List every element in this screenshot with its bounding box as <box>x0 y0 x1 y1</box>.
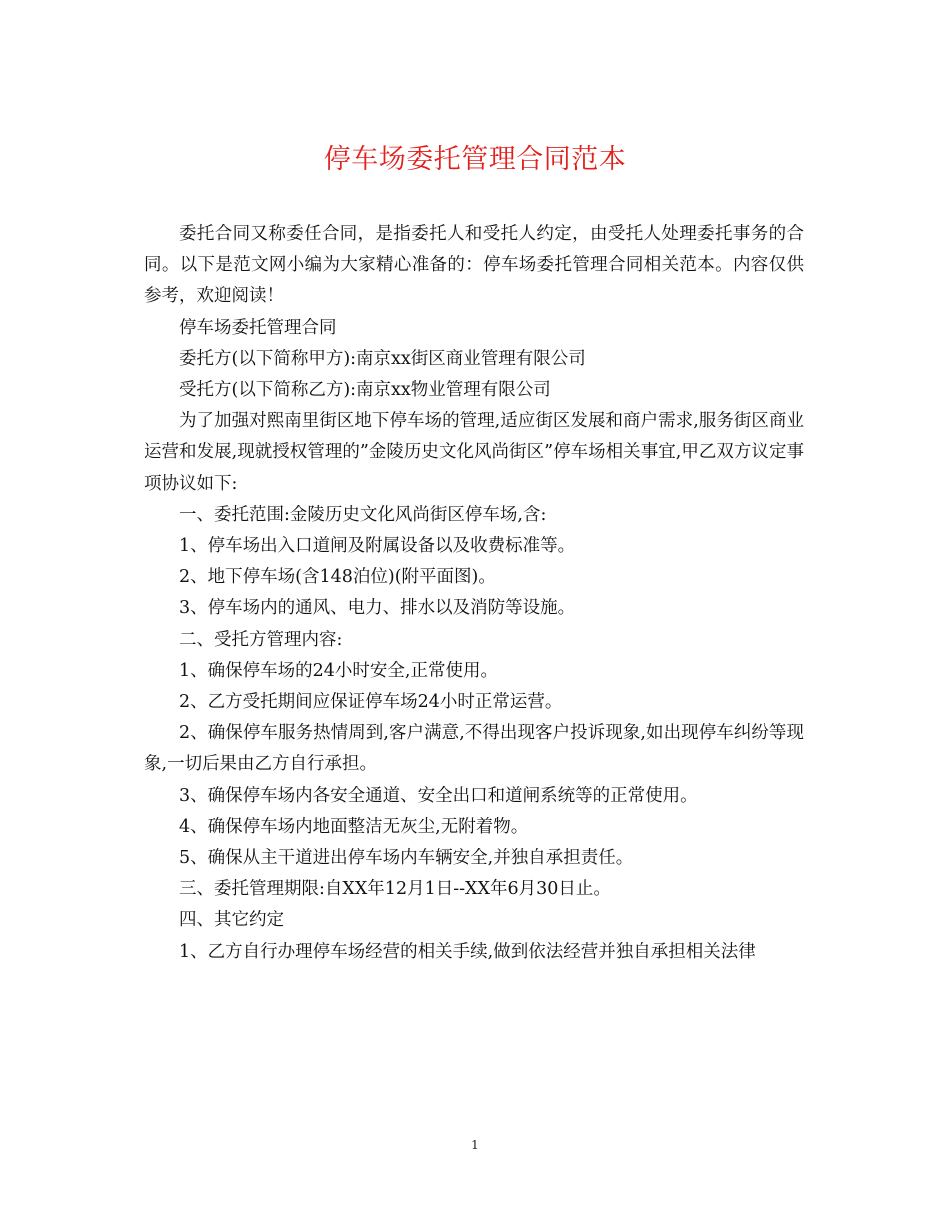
document-body <box>144 219 804 968</box>
paragraph-item: 2、乙方受托期间应保证停车场24小时正常运营。 <box>179 692 563 713</box>
paragraph-section-3: 三、委托管理期限:自XX年12月1日--XX年6月30日止。 <box>179 879 611 900</box>
paragraph-item: 1、确保停车场的24小时安全,正常使用。 <box>179 660 498 681</box>
paragraph-item: 2、地下停车场(含148泊位)(附平面图)。 <box>179 567 496 588</box>
paragraph-item: 3、停车场内的通风、电力、排水以及消防等设施。 <box>179 598 576 619</box>
paragraph-party-b: 受托方(以下简称乙方):南京xx物业管理有限公司 <box>179 380 551 401</box>
page-number: 1 <box>471 1138 479 1152</box>
document-title: 停车场委托管理合同范本 <box>323 144 627 175</box>
paragraph-item: 2、确保停车服务热情周到,客户满意,不得出现客户投诉现象,如出现停车纠纷等现象,一切后果由乙方自行承担。 <box>144 723 804 775</box>
paragraph-item: 1、停车场出入口道闸及附属设备以及收费标准等。 <box>179 536 576 557</box>
paragraph-item: 4、确保停车场内地面整洁无灰尘,无附着物。 <box>179 816 529 837</box>
paragraph-party-a: 委托方(以下简称甲方):南京xx街区商业管理有限公司 <box>179 348 586 369</box>
paragraph-item: 5、确保从主干道进出停车场内车辆安全,并独自承担责任。 <box>179 848 634 869</box>
paragraph-section-2: 二、受托方管理内容: <box>179 629 343 650</box>
paragraph-item: 1、乙方自行办理停车场经营的相关手续,做到依法经营并独自承担相关法律 <box>179 941 756 962</box>
paragraph-intro: 委托合同又称委任合同，是指委托人和受托人约定，由受托人处理委托事务的合同。以下是范文网小编为大家精心准备的：停车场委托管理合同相关范本。内容仅供参考，欢迎阅读！ <box>144 224 804 307</box>
paragraph-purpose: 为了加强对熙南里街区地下停车场的管理,适应街区发展和商户需求,服务街区商业运营和发展,现就授权管理的”金陵历史文化风尚街区”停车场相关事宜,甲乙双方议定事项协议如下: <box>144 411 804 494</box>
paragraph-contract-name: 停车场委托管理合同 <box>179 317 337 338</box>
paragraph-section-1: 一、委托范围:金陵历史文化风尚街区停车场,含: <box>179 504 547 525</box>
paragraph-item: 3、确保停车场内各安全通道、安全出口和道闸系统等的正常使用。 <box>179 785 698 806</box>
paragraph-section-4: 四、其它约定 <box>179 910 284 931</box>
